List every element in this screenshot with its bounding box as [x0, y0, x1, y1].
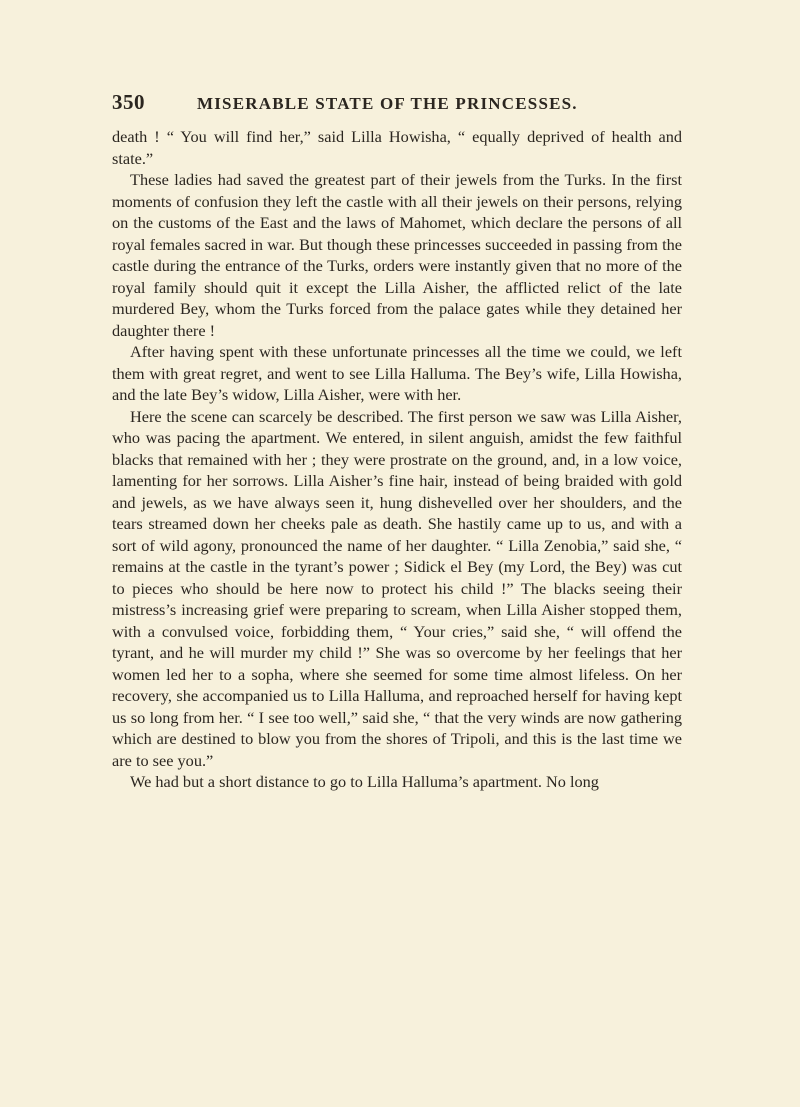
paragraph: We had but a short distance to go to Lilla Halluma’s apartment. No long	[130, 772, 599, 791]
running-head: MISERABLE STATE OF THE PRINCESSES.	[197, 94, 578, 113]
paragraph: These ladies had saved the greatest part of their jewels from the Turks. In the first moments of confusion they left the castle with all their jewels on their persons, relying on the customs of the East and the laws of Mahomet, which declare the persons of all royal females sacred in war. But though these princesses succeeded in passing from the castle during the entrance of the Turks, orders were instantly given that no more of the royal family should quit it except the Lilla Aisher, the afflicted relict of the late murdered Bey, whom the Turks forced from the palace gates while they detained her daughter there !	[112, 170, 682, 340]
paragraph: After having spent with these unfortunate princesses all the time we could, we left them with great regret, and went to see Lilla Halluma. The Bey’s wife, Lilla Howisha, and the late Bey’s widow, Lilla Aisher, were with her.	[112, 342, 682, 404]
page-number: 350	[112, 90, 145, 114]
page-header	[112, 90, 672, 115]
paragraph: Here the scene can scarcely be described. The first person we saw was Lilla Aisher, who was pacing the apartment. We entered, in silent anguish, amidst the few faithful blacks that remained with her ; they were prostrate on the ground, and, in a low voice, lamenting for her sorrows. Lilla Aisher’s fine hair, instead of being braided with gold and jewels, as we have always seen it, hung dishevelled over her shoulders, and the tears streamed down her cheeks pale as death. She hastily came up to us, and with a sort of wild agony, pronounced the name of her daughter. “ Lilla Zenobia,” said she, “ remains at the castle in the tyrant’s power ; Sidick el Bey (my Lord, the Bey) was cut to pieces who should be here now to protect his child !” The blacks seeing their mistress’s increasing grief were preparing to scream, when Lilla Aisher stopped them, with a convulsed voice, forbidding them, “ Your cries,” said she, “ will offend the tyrant, and he will murder my child !” She was so overcome by her feelings that her women led her to a sopha, where she seemed for some time almost lifeless. On her recovery, she accompanied us to Lilla Halluma, and reproached herself for having kept us so long from her. “ I see too well,” said she, “ that the very winds are now gathering which are destined to blow you from the shores of Tripoli, and this is the last time we are to see you.”	[112, 406, 682, 770]
paragraph: death ! “ You will find her,” said Lilla Howisha, “ equally deprived of health and state.”	[112, 127, 682, 168]
body-text	[112, 126, 682, 793]
